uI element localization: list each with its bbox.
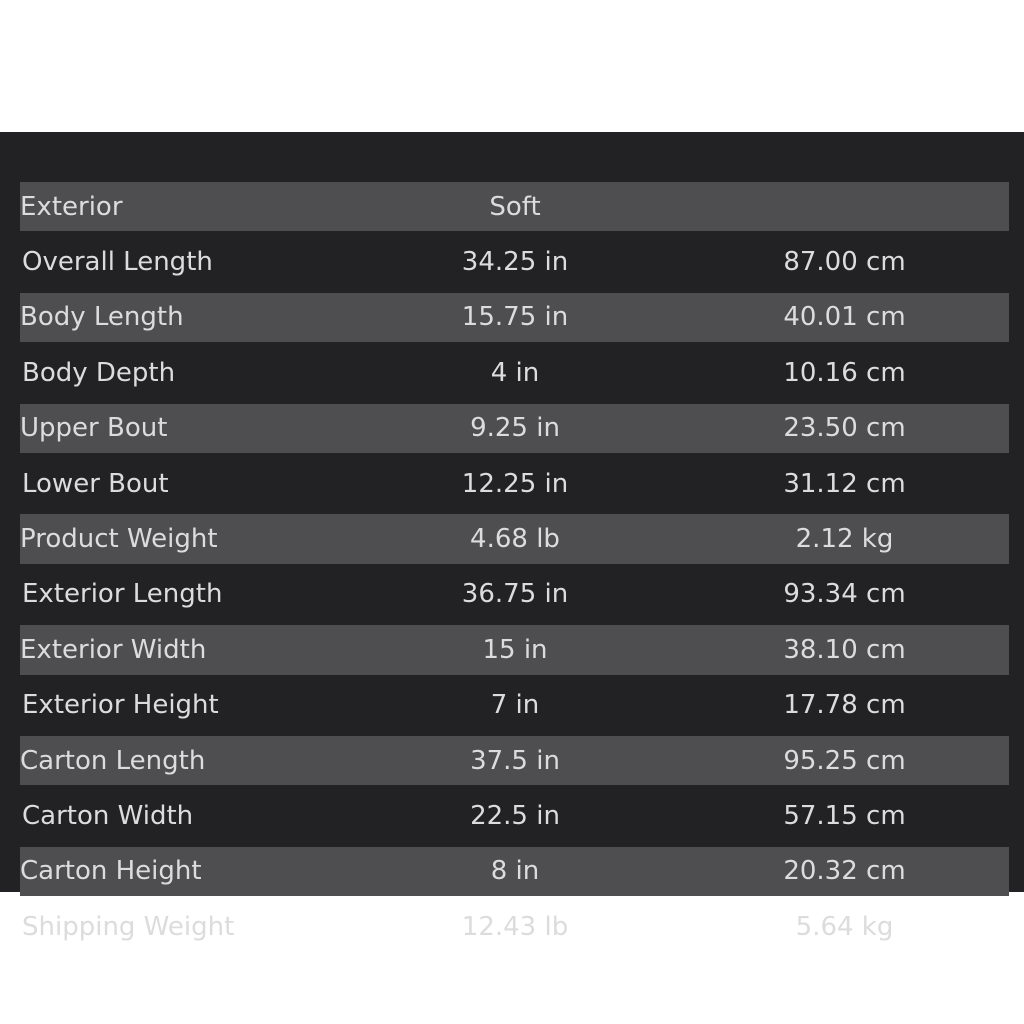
table-row: [20, 287, 1009, 348]
spec-metric-value: 23.50 cm: [680, 398, 1009, 459]
spec-label: Body Length: [20, 287, 350, 348]
spec-metric-value: 40.01 cm: [680, 287, 1009, 348]
spec-imperial-value: 15.75 in: [350, 287, 680, 348]
table-row: [20, 176, 1009, 237]
table-row: [20, 459, 1009, 508]
table-row: [20, 237, 1009, 286]
spec-metric-value: 20.32 cm: [680, 841, 1009, 902]
table-row: [20, 841, 1009, 902]
table-row: [20, 619, 1009, 680]
spec-label: Exterior Height: [22, 690, 219, 721]
spec-imperial-value: 12.25 in: [461, 468, 569, 499]
spec-metric-value: 38.10 cm: [680, 619, 1009, 680]
spec-imperial-value: 36.75 in: [461, 579, 569, 610]
spec-label: Carton Length: [20, 730, 350, 791]
spec-imperial-value: 4.68 lb: [350, 508, 680, 569]
spec-label: Exterior: [20, 176, 350, 237]
spec-label: Exterior Width: [20, 619, 350, 680]
spec-imperial-value: 9.25 in: [350, 398, 680, 459]
spec-metric-value: 17.78 cm: [783, 690, 906, 721]
spec-metric-value: 87.00 cm: [783, 247, 906, 278]
spec-label: Overall Length: [22, 247, 213, 278]
specifications-panel: [0, 132, 1024, 942]
table-row: [20, 902, 1009, 951]
spec-imperial-value: Soft: [350, 176, 680, 237]
spec-label: Exterior Length: [22, 579, 223, 610]
spec-imperial-value: 37.5 in: [350, 730, 680, 791]
spec-metric-value: 5.64 kg: [795, 911, 894, 942]
table-row: [20, 398, 1009, 459]
table-row: [20, 570, 1009, 619]
spec-imperial-value: 22.5 in: [470, 800, 560, 831]
spec-metric-value: 57.15 cm: [783, 800, 906, 831]
specifications-table-body: [20, 176, 1009, 951]
spec-label: Upper Bout: [20, 398, 350, 459]
spec-imperial-value: 12.43 lb: [461, 911, 569, 942]
spec-metric-value: 93.34 cm: [783, 579, 906, 610]
spec-label: Lower Bout: [22, 468, 169, 499]
spec-imperial-value: 4 in: [490, 357, 540, 388]
spec-label: Shipping Weight: [22, 911, 235, 942]
specifications-table: [20, 176, 1009, 951]
spec-imperial-value: 34.25 in: [461, 247, 569, 278]
spec-imperial-value: 7 in: [490, 690, 540, 721]
table-row: [20, 348, 1009, 397]
table-row: [20, 791, 1009, 840]
spec-label: Carton Width: [22, 800, 194, 831]
spec-metric-value: [680, 176, 1009, 237]
spec-imperial-value: 8 in: [350, 841, 680, 902]
table-row: [20, 681, 1009, 730]
spec-label: Product Weight: [20, 508, 350, 569]
spec-metric-value: 31.12 cm: [783, 468, 906, 499]
spec-metric-value: 95.25 cm: [680, 730, 1009, 791]
spec-imperial-value: 15 in: [350, 619, 680, 680]
spec-label: Carton Height: [20, 841, 350, 902]
spec-metric-value: 2.12 kg: [680, 508, 1009, 569]
spec-label: Body Depth: [22, 357, 176, 388]
table-row: [20, 730, 1009, 791]
spec-metric-value: 10.16 cm: [783, 357, 906, 388]
table-row: [20, 508, 1009, 569]
